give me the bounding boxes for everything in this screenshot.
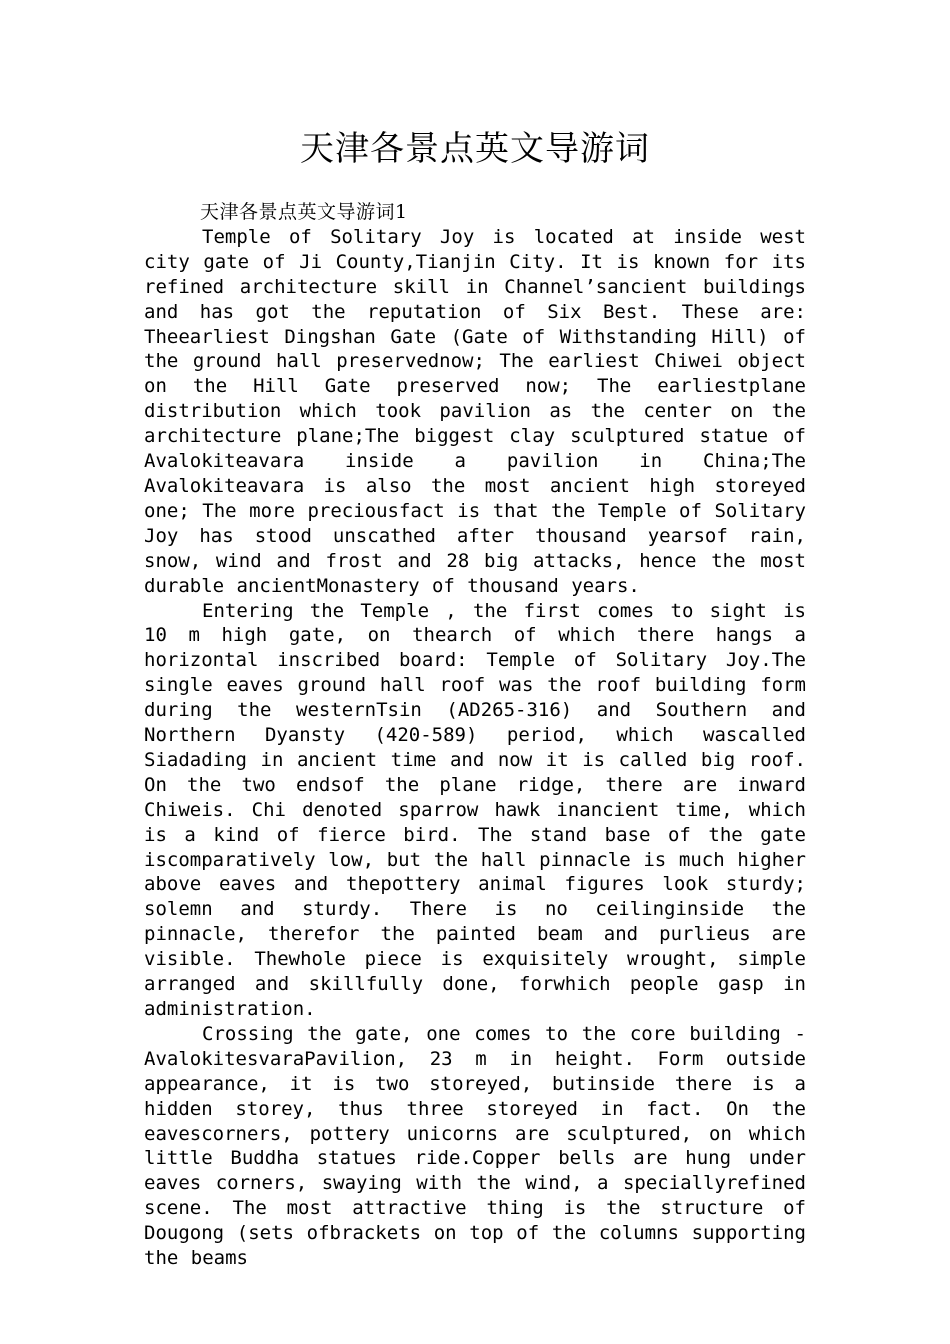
document-body xyxy=(144,200,806,1271)
paragraph-3: Crossing the gate, one comes to the core building - AvalokitesvaraPavilion, 23 m in height. Form outside appearance, it is two storeyed, butinside there is a hidden storey, thus three storeyed in fact. On the eavescorners, pottery unicorns are sculptured, on which little Buddha statues ride.Copper bells are hung under eaves corners, swaying with the wind, a speciallyrefined scene. The most attractive thing is the structure of Dougong (sets ofbrackets on top of the columns supporting the beams xyxy=(144,1022,806,1270)
section-subtitle: 天津各景点英文导游词1 xyxy=(200,201,408,223)
paragraph-1: Temple of Solitary Joy is located at inside west city gate of Ji County,Tianjin City. It is known for its refined architecture skill in Channel’sancient buildings and has got the reputation of Six Best. These are: Theearliest Dingshan Gate (Gate of Withstanding Hill) of the ground hall preservednow; The earliest Chiwei object on the Hill Gate preserved now; The earliestplane distribution which took pavilion as the center on the architecture plane;The biggest clay sculptured statue of Avalokiteavara inside a pavilion in China;The Avalokiteavara is also the most ancient high storeyed one; The more preciousfact is that the Temple of Solitary Joy has stood unscathed after thousand yearsof rain, snow, wind and frost and 28 big attacks, hence the most durable ancientMonastery of thousand years. xyxy=(144,225,806,597)
document-title: 天津各景点英文导游词 xyxy=(300,129,650,169)
paragraph-2: Entering the Temple , the first comes to sight is 10 m high gate, on thearch of which there hangs a horizontal inscribed board: Temple of Solitary Joy.The single eaves ground hall roof was the roof building form during the westernTsin (AD265-316) and Southern and Northern Dyansty (420-589) period, which wascalled Siadading in ancient time and now it is called big roof. On the two endsof the plane ridge, there are inward Chiweis. Chi denoted sparrow hawk inancient time, which is a kind of fierce bird. The stand base of the gate iscomparatively low, but the hall pinnacle is much higher above eaves and thepottery animal figures look sturdy; solemn and sturdy. There is no ceilinginside the pinnacle, therefor the painted beam and purlieus are visible. Thewhole piece is exquisitely wrought, simple arranged and skillfully done, forwhich people gasp in administration. xyxy=(144,599,806,1020)
